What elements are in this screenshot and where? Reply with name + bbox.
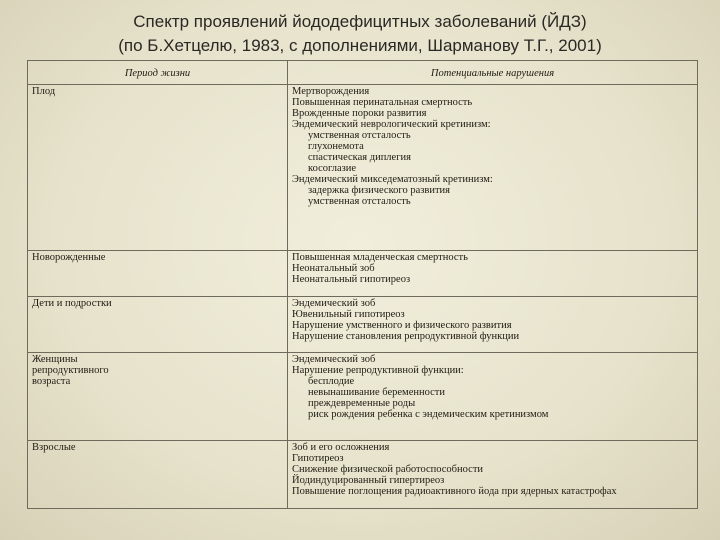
disorder-item: риск рождения ребенка с эндемическим кретинизмом [308, 409, 549, 420]
disorder-item: Нарушение становления репродуктивной функции [292, 331, 520, 342]
table-row [28, 297, 698, 353]
title-line-1: Спектр проявлений йододефицитных заболеваний (ЙДЗ) [133, 12, 587, 31]
disorder-item: преждевременные роды [308, 398, 416, 409]
disorder-item: невынашивание беременности [308, 387, 445, 398]
disorder-item: Эндемический зоб [292, 354, 376, 365]
table-row [28, 353, 698, 441]
period-cell: Взрослые [28, 441, 288, 509]
disorder-item: Мертворождения [292, 86, 370, 97]
page-title [0, 10, 720, 58]
disorders-cell [288, 85, 698, 251]
title-line-2: (по Б.Хетцелю, 1983, с дополнениями, Шарманову Т.Г., 2001) [118, 36, 602, 55]
disorder-item: Повышение поглощения радиоактивного йода при ядерных катастрофах [292, 486, 617, 497]
disorder-item: Повышенная младенческая смертность [292, 252, 468, 263]
table-header-row [28, 61, 698, 85]
period-cell: Плод [28, 85, 288, 251]
disorder-item: Повышенная перинатальная смертность [292, 97, 473, 108]
disorder-item: умственная отсталость [308, 130, 411, 141]
disorder-item: Нарушение репродуктивной функции: [292, 365, 464, 376]
disorders-cell [288, 353, 698, 441]
period-cell: Женщины репродуктивного возраста [28, 353, 288, 441]
disorders-cell [288, 297, 698, 353]
disorder-item: умственная отсталость [308, 196, 411, 207]
disorder-item: Ювенильный гипотиреоз [292, 309, 405, 320]
table-row [28, 251, 698, 297]
period-cell: Дети и подростки [28, 297, 288, 353]
disorder-item: задержка физического развития [308, 185, 451, 196]
header-disorders: Потенциальные нарушения [288, 61, 698, 85]
disorder-item: бесплодие [308, 376, 355, 387]
table-row [28, 85, 698, 251]
disorder-item: глухонемота [308, 141, 364, 152]
disorder-item: косоглазие [308, 163, 357, 174]
disorder-item: Эндемический микседематозный кретинизм: [292, 174, 493, 185]
disorder-item: Эндемический неврологический кретинизм: [292, 119, 491, 130]
disorders-cell [288, 251, 698, 297]
disorders-table [27, 60, 698, 509]
disorders-cell [288, 441, 698, 509]
disorder-item: Гипотиреоз [292, 453, 344, 464]
header-period: Период жизни [28, 61, 288, 85]
disorder-item: Йодиндуцированный гипертиреоз [292, 475, 445, 486]
period-cell: Новорожденные [28, 251, 288, 297]
disorder-item: Эндемический зоб [292, 298, 376, 309]
disorder-item: Неонатальный зоб [292, 263, 375, 274]
disorder-item: Зоб и его осложнения [292, 442, 390, 453]
disorder-item: Неонатальный гипотиреоз [292, 274, 411, 285]
disorder-item: Нарушение умственного и физического развития [292, 320, 512, 331]
disorder-item: Снижение физической работоспособности [292, 464, 484, 475]
table-row [28, 441, 698, 509]
disorder-item: Врожденные пороки развития [292, 108, 427, 119]
disorder-item: спастическая диплегия [308, 152, 411, 163]
